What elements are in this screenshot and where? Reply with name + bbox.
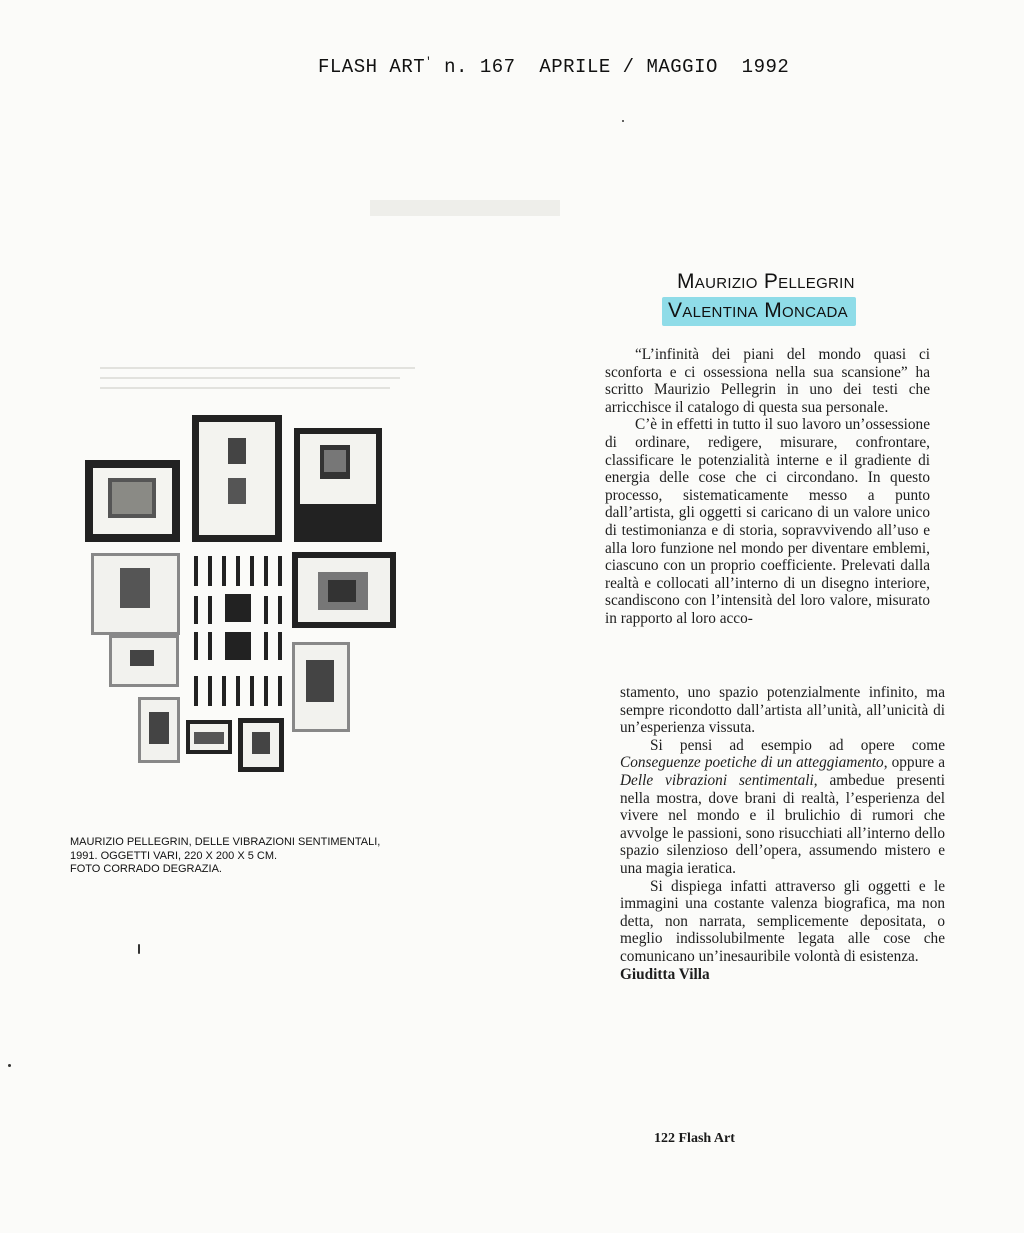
print-speck bbox=[138, 944, 140, 954]
caption-line: 1991. OGGETTI VARI, 220 X 200 X 5 CM. bbox=[70, 849, 278, 862]
publication-name: FLASH ART bbox=[318, 56, 426, 78]
artwork-title: Delle vibrazioni sentimentali bbox=[620, 771, 814, 789]
author-signature: Giuditta Villa bbox=[620, 965, 710, 983]
article-paragraph: Si dispiega infatti attraverso gli oggetti e le immagini una costante valenza biografica, ma non detta, non narrata, semplicemente depositata, o meglio indissolubilmente legata alle cose che comunicano un’inesauribile volontà di esistenza. bbox=[620, 877, 945, 965]
gallery-highlight bbox=[662, 297, 856, 326]
issue-header bbox=[318, 56, 789, 78]
caption-line: FOTO CORRADO DEGRAZIA. bbox=[70, 863, 222, 875]
artist-name: Maurizio Pellegrin bbox=[677, 270, 855, 293]
print-speck bbox=[8, 1064, 11, 1067]
header-mark: ' bbox=[425, 56, 433, 69]
issue-line: n. 167 APRILE / MAGGIO 1992 bbox=[444, 56, 790, 78]
page-number: 122 bbox=[654, 1131, 675, 1146]
article-paragraph bbox=[620, 737, 945, 878]
article-column-1 bbox=[605, 346, 930, 628]
caption-line: MAURIZIO PELLEGRIN, DELLE VIBRAZIONI SENTIMENTALI, bbox=[70, 836, 381, 848]
photo-caption bbox=[70, 836, 390, 877]
artwork-photo bbox=[60, 360, 420, 780]
artwork-title: Conseguenze poetiche di un atteggiamento bbox=[620, 754, 884, 772]
text-run: Si pensi ad esempio ad opere come bbox=[650, 736, 945, 754]
print-speck bbox=[622, 120, 624, 122]
page-footer bbox=[654, 1131, 735, 1147]
show-through-band bbox=[370, 200, 560, 216]
gallery-name: Valentina Moncada bbox=[668, 299, 848, 322]
text-run: , oppure a bbox=[883, 754, 945, 772]
footer-publication: Flash Art bbox=[678, 1131, 735, 1146]
article-column-2 bbox=[620, 684, 945, 983]
article-paragraph: stamento, uno spazio potenzialmente infinito, ma sempre ricondotto dall’artista all’unità, all’unicità di un’esperienza vissuta. bbox=[620, 684, 945, 737]
text-run: , ambedue presenti nella mostra, dove brani di realtà, l’esperienza del vivere nel mondo e il brulichio di rumori che avvolge le passioni, sono risucchiati all’interno dello spazio silenzioso dell’opera, assumendo mistero e una magia ieratica. bbox=[620, 771, 946, 877]
article-paragraph: “L’infinità dei piani del mondo quasi ci sconforta e ci ossessiona nella sua scansione” ha scritto Maurizio Pellegrin in uno dei testi che arricchiscе il catalogo di questa sua personale. bbox=[605, 346, 930, 416]
article-paragraph: C’è in effetti in tutto il suo lavoro un’ossessione di ordinare, redigere, misurare, confrontare, classificare le potenzialità interne e il gradiente di energia delle cose che ci circondano. In questo processo, sistematicamente messo a punto dall’artista, gli oggetti si caricano di un valore unico di testimonianza e di storia, sopravvivendo all’uso e alla loro funzione nel mondo per diventare emblemi, ciascuno con un proprio coefficiente. Prelevati dalla realtà e collocati all’interno di un disegno interiore, scandiscono con l’intensità del loro valore, misurato in rapporto al loro acco- bbox=[605, 416, 930, 627]
